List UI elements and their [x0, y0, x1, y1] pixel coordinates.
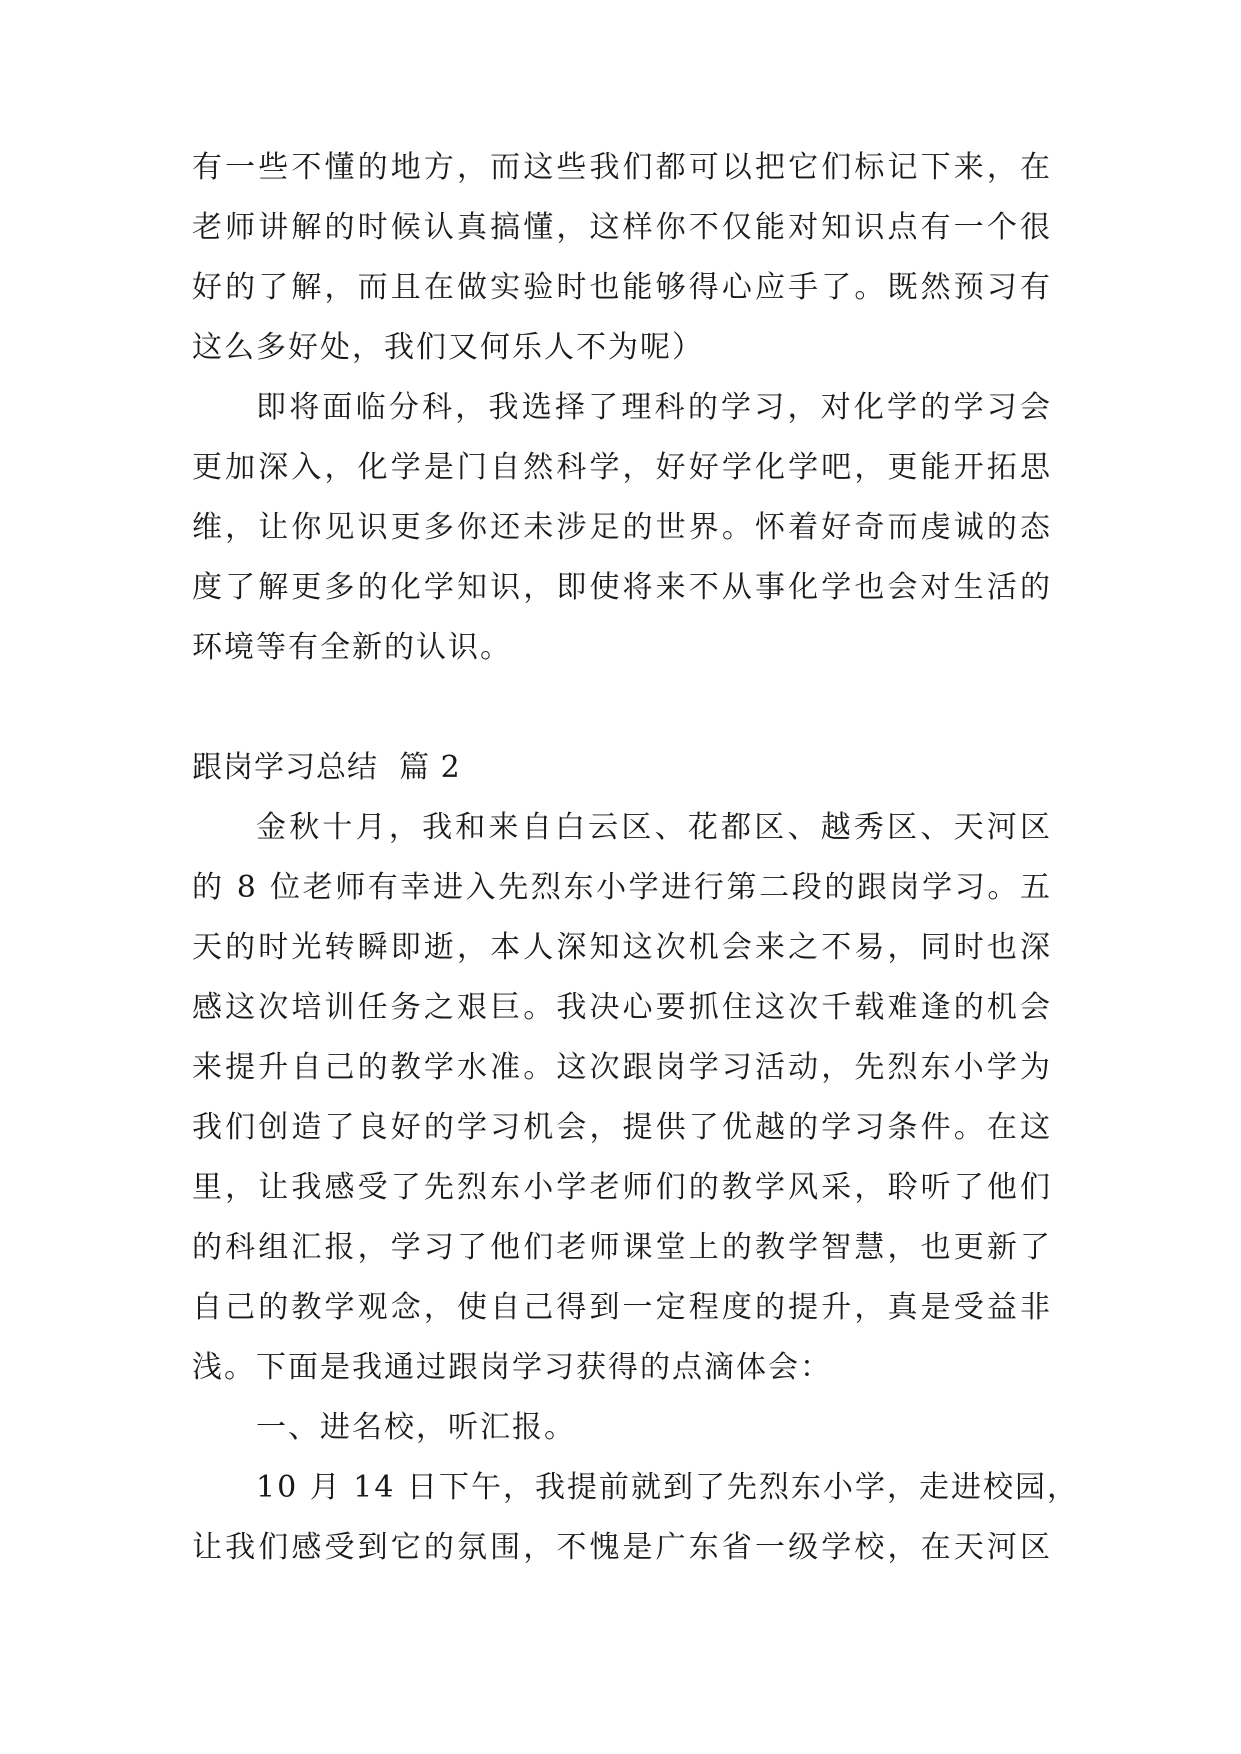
- paragraph-line: 10 月 14 日下午，我提前就到了先烈东小学，走进校园，: [256, 1470, 1079, 1505]
- paragraph-line: 金秋十月，我和来自白云区、花都区、越秀区、天河区: [256, 810, 1052, 845]
- paragraph-line: 的科组汇报，学习了他们老师课堂上的教学智慧，也更新了: [192, 1230, 1052, 1265]
- paragraph-line: 更加深入，化学是门自然科学，好好学化学吧，更能开拓思: [192, 450, 1052, 485]
- paragraph-line: 即将面临分科，我选择了理科的学习，对化学的学习会: [256, 390, 1052, 425]
- paragraph-line: 这么多好处，我们又何乐人不为呢）: [192, 330, 704, 365]
- section-heading: [192, 738, 1052, 798]
- paragraph-line: 度了解更多的化学知识，即使将来不从事化学也会对生活的: [192, 570, 1052, 605]
- paragraph-line: 感这次培训任务之艰巨。我决心要抓住这次千载难逢的机会: [192, 990, 1052, 1025]
- paragraph-line: 天的时光转瞬即逝，本人深知这次机会来之不易，同时也深: [192, 930, 1052, 965]
- paragraph-line: 来提升自己的教学水准。这次跟岗学习活动，先烈东小学为: [192, 1050, 1052, 1085]
- paragraph-line: 好的了解，而且在做实验时也能够得心应手了。既然预习有: [192, 270, 1052, 305]
- paragraph-line: 我们创造了良好的学习机会，提供了优越的学习条件。在这: [192, 1110, 1052, 1145]
- paragraph-line: 自己的教学观念，使自己得到一定程度的提升，真是受益非: [192, 1290, 1052, 1325]
- paragraph-line: 维，让你见识更多你还未涉足的世界。怀着好奇而虔诚的态: [192, 510, 1052, 545]
- paragraph-line: 一、进名校，听汇报。: [256, 1410, 576, 1445]
- paragraph-line: 让我们感受到它的氛围，不愧是广东省一级学校，在天河区: [192, 1530, 1052, 1565]
- paragraph-line: 老师讲解的时候认真搞懂，这样你不仅能对知识点有一个很: [192, 210, 1052, 245]
- section-2: [192, 798, 1079, 1578]
- section-title: 跟岗学习总结 篇 2: [192, 750, 461, 785]
- paragraph-line: 环境等有全新的认识。: [192, 630, 512, 665]
- paragraph-line: 的 8 位老师有幸进入先烈东小学进行第二段的跟岗学习。五: [192, 870, 1052, 905]
- paragraph-line: 里，让我感受了先烈东小学老师们的教学风采，聆听了他们: [192, 1170, 1052, 1205]
- section-1: [192, 138, 1052, 678]
- paragraph-line: 有一些不懂的地方，而这些我们都可以把它们标记下来，在: [192, 150, 1052, 185]
- paragraph-line: 浅。下面是我通过跟岗学习获得的点滴体会：: [192, 1350, 832, 1385]
